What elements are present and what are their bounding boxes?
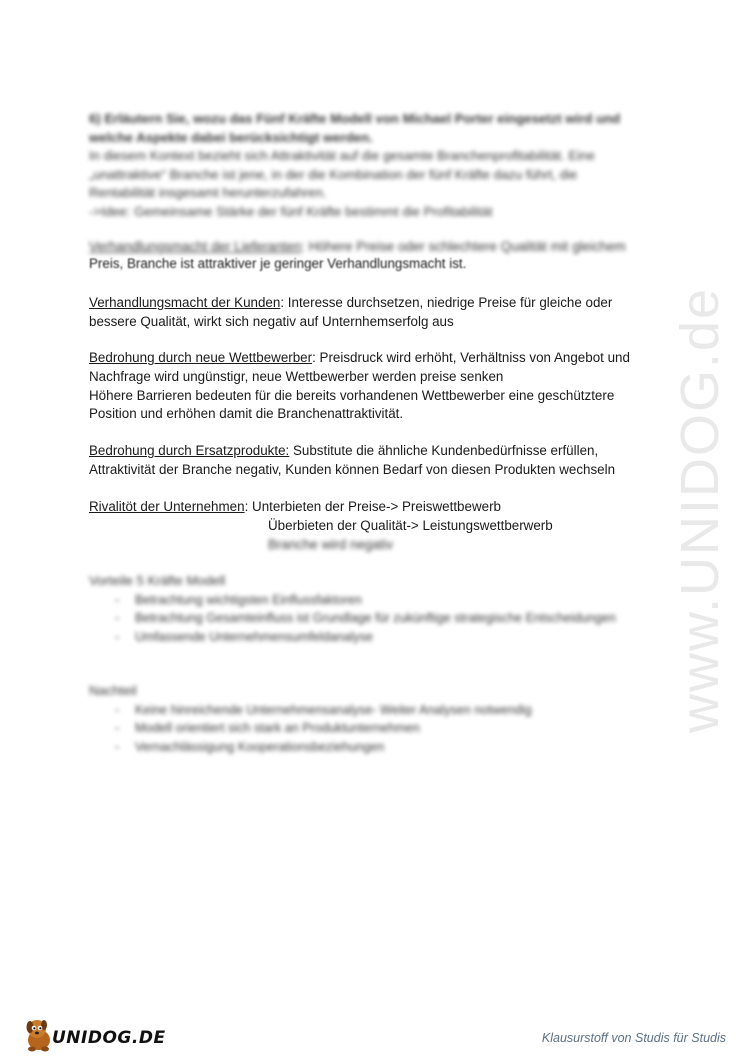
watermark-text: www.UNIDOG.de — [670, 286, 730, 734]
section-ersatz — [89, 442, 669, 480]
list-item: - Modell orientiert sich stark an Produktunternehmen — [115, 719, 669, 738]
section-text: Position und erhöhen damit die Branchenattraktivität. — [89, 406, 404, 422]
section-vorteile — [89, 572, 669, 646]
section-lieferanten: Verhandlungsmacht der Lieferanten: Höhere Preise oder schlechtere Qualität mit gleichem Preis, Branche ist attraktiver je geringer Verhandlungsmacht ist. — [89, 238, 669, 274]
list-item: - Betrachtung wichtigsten Einflussfaktoren — [115, 591, 669, 610]
section-heading: Bedrohung durch Ersatzprodukte: — [89, 443, 290, 458]
section-text: bessere Qualität, wirkt sich negativ auf Unternhemserfolg aus — [89, 313, 454, 329]
section-text: Überbieten der Qualität-> Leistungswettberwerb — [268, 517, 553, 533]
intro-line: In diesem Kontext bezieht sich Attraktivität auf die gesamte Branchenprofitabilität. Eine — [89, 148, 595, 164]
section-text: Branche wird negativ — [268, 536, 394, 552]
unidog-logo[interactable] — [22, 1016, 166, 1056]
section-heading: Vorteile 5 Kräfte Modell — [89, 573, 226, 588]
section-text: Höhere Preise oder schlechtere Qualität mit gleichem — [304, 239, 626, 254]
section-heading: Verhandlungsmacht der Kunden — [89, 295, 281, 310]
footer-tagline: Klausurstoff von Studis für Studis — [541, 1031, 726, 1045]
list-item: - Keine hinreichende Unternehmensanalyse- Weiter Analysen notwendig — [115, 701, 669, 720]
section-text: Unterbieten der Preise-> Preiswettbewerb — [248, 499, 501, 514]
section-rivalitaet: Rivalitöt der Unternehmen: Unterbieten der Preise-> Preiswettbewerb Überbieten der Qualität-> Leistungswettberwerb Branche wird negativ — [89, 498, 669, 554]
section-text: Nachfrage wird ungünstigr, neue Wettbewerber werden preise senken — [89, 368, 504, 384]
section-text: Interesse durchsetzen, niedrige Preise für gleiche oder — [284, 295, 613, 310]
section-wettbewerber: Bedrohung durch neue Wettbewerber: Preisdruck wird erhöht, Verhältniss von Angebot und Nachfrage wird ungünstigr, neue Wettbewerber werden preise senken Höhere Barrieren bedeuten für die bereits vorhandenen Wettbewerber eine geschütztere Position und erhöhen damit die Branchenattraktivität. — [89, 349, 669, 424]
section-text: Substitute die ähnliche Kundenbedürfnisse erfüllen, — [289, 443, 599, 458]
section-nachteil — [89, 682, 669, 756]
list-item: - Umfassende Unternehmensumfeldanalyse — [115, 628, 669, 647]
dog-mascot-icon — [22, 1016, 56, 1054]
question-title-line: welche Aspekte dabei berücksichtigt werden. — [89, 129, 373, 145]
intro-line: ->Idee: Gemeinsame Stärke der fünf Kräfte bestimmt die Profitabilität — [89, 203, 493, 219]
section-heading: Verhandlungsmacht der Lieferanten — [89, 239, 302, 254]
intro-line: „unattraktive“ Branche ist jene, in der die Kombination der fünf Kräfte dazu führt, die — [89, 166, 578, 182]
question-title-line: 6) Erläutern Sie, wozu das Fünf Kräfte Modell von Michael Porter eingesetzt wird und — [89, 111, 621, 126]
section-heading: Rivalitöt der Unternehmen — [89, 499, 245, 514]
list-item: - Betrachtung Gesamteinfluss ist Grundlage für zukünftige strategische Entscheidungen — [115, 609, 669, 628]
logo-text: UNIDOG.DE — [52, 1028, 166, 1048]
section-heading: Bedrohung durch neue Wettbewerber — [89, 350, 313, 365]
section-kunden: Verhandlungsmacht der Kunden: Interesse durchsetzen, niedrige Preise für gleiche oder bessere Qualität, wirkt sich negativ auf Unternhemserfolg aus — [89, 294, 669, 332]
section-text: Preisdruck wird erhöht, Verhältniss von Angebot und — [315, 350, 630, 365]
intro-line: Rentabilität insgesamt herunterzufahren. — [89, 185, 327, 201]
section-text: Preis, Branche ist attraktiver je geringer Verhandlungsmacht ist. — [89, 255, 467, 271]
section-heading: Nachteil — [89, 683, 137, 698]
list-item: - Vernachlässigung Kooperationsbeziehungen — [115, 738, 669, 757]
section-text: Höhere Barrieren bedeuten für die bereits vorhandenen Wettbewerber eine geschütztere — [89, 387, 615, 403]
question-block — [89, 110, 669, 222]
section-text: Attraktivität der Branche negativ, Kunden können Bedarf von diesen Produkten wechseln — [89, 461, 616, 477]
